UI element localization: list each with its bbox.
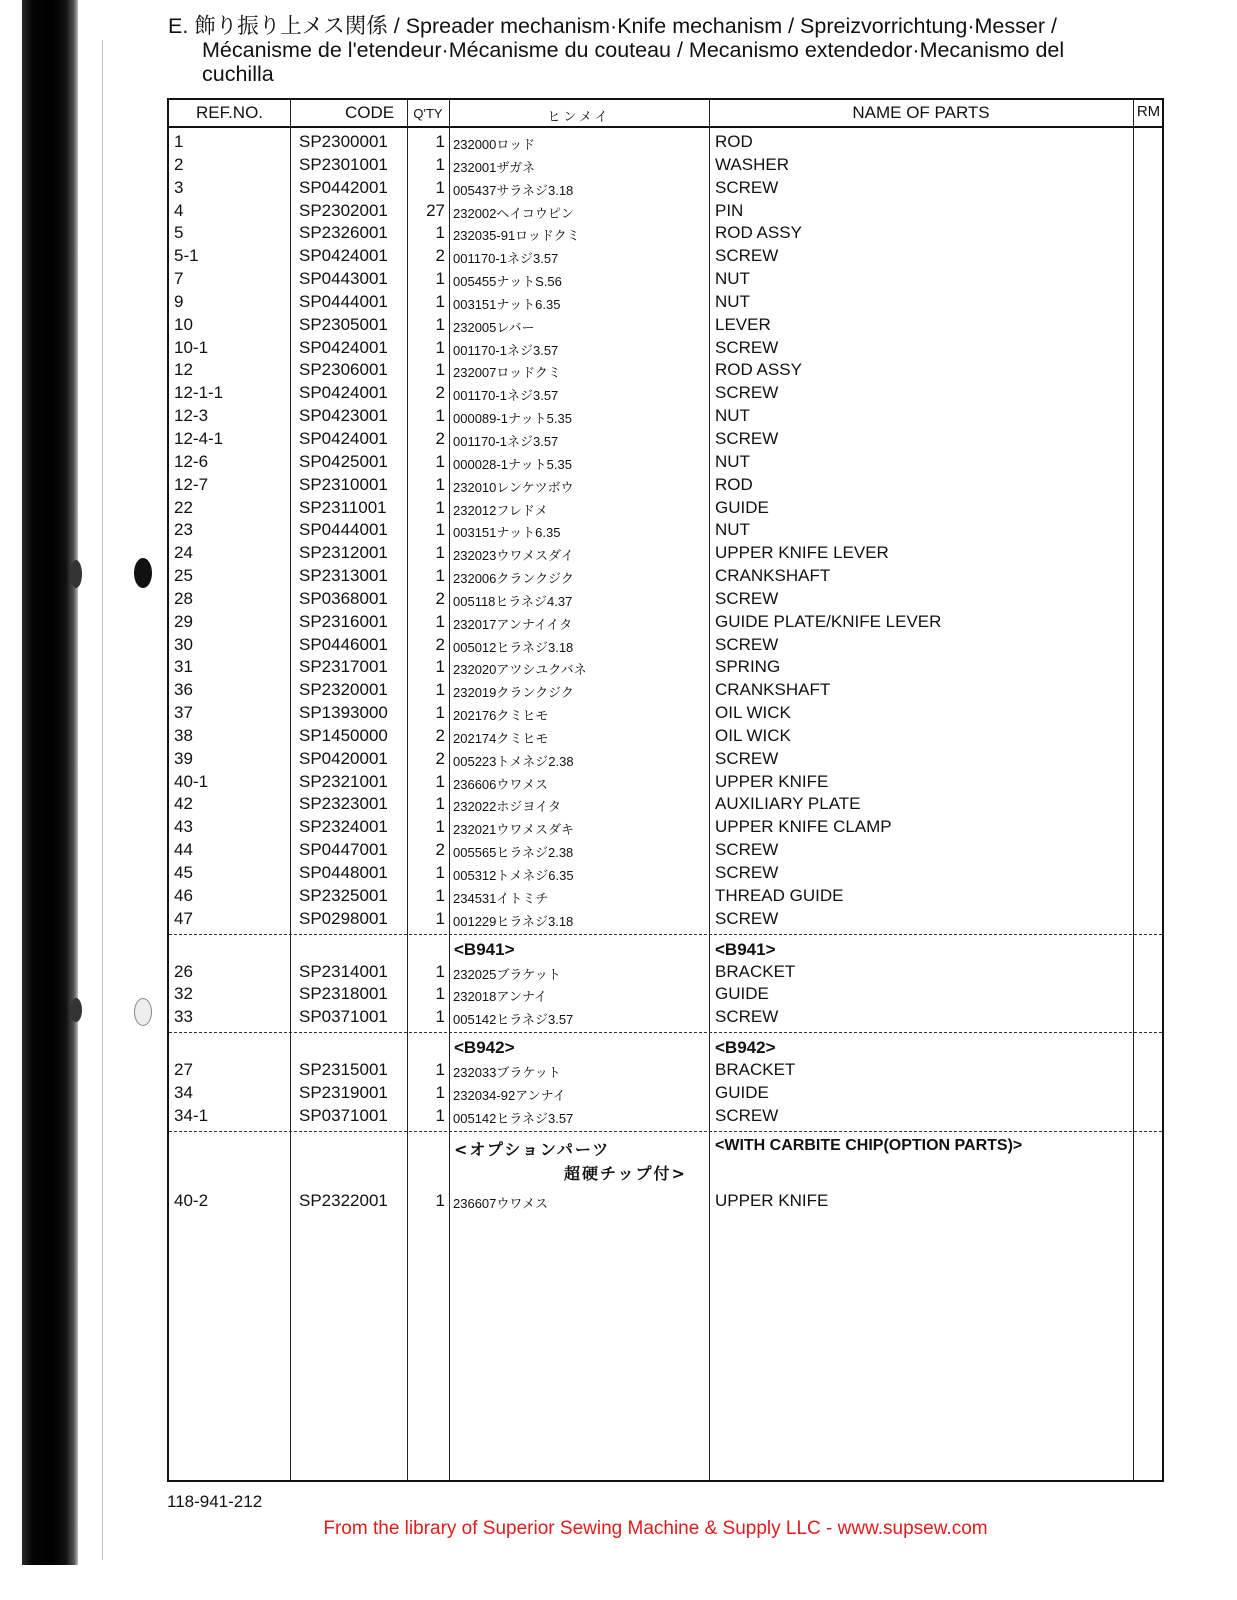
group-b942-kana-label: <B942> <box>454 1038 515 1058</box>
hinmei-cell: 001170-1ネジ3.57 <box>453 388 559 404</box>
hinmei-cell: 005118ヒラネジ4.37 <box>453 593 573 609</box>
hinmei-cell: 232001ザガネ <box>453 159 536 175</box>
binding-mark-top <box>70 560 82 588</box>
qty-cell: 1 <box>435 657 445 677</box>
hinmei-cell: 232010レンケツボウ <box>453 479 574 495</box>
qty-cell: 2 <box>435 725 445 745</box>
part-name-cell: NUT <box>715 269 750 289</box>
qty-cell: 1 <box>435 1060 445 1080</box>
qty-cell: 1 <box>435 771 445 791</box>
group-b942-rows <box>169 1058 1162 1127</box>
hinmei-cell: 000028-1ナット5.35 <box>453 456 572 472</box>
code-cell: SP2323001 <box>299 794 388 814</box>
qty-cell: 2 <box>435 748 445 768</box>
qty-cell: 1 <box>435 291 445 311</box>
part-name-cell: ROD <box>715 132 753 151</box>
table-row <box>169 1189 1162 1212</box>
code-cell: SP2314001 <box>299 961 388 981</box>
hinmei-cell: 232033ブラケット <box>453 1065 561 1081</box>
part-name-cell: SCREW <box>715 748 779 768</box>
table-row <box>169 701 1162 724</box>
hinmei-cell: 232035-91ロッドクミ <box>453 228 580 244</box>
code-cell: SP2302001 <box>299 200 388 220</box>
table-row <box>169 450 1162 473</box>
main-parts-list <box>169 130 1162 930</box>
ref-no-cell: 7 <box>174 269 184 289</box>
qty-cell: 1 <box>435 474 445 494</box>
qty-cell: 2 <box>435 428 445 448</box>
header-rm: RM <box>1136 103 1161 120</box>
table-row <box>169 747 1162 770</box>
code-cell: SP0446001 <box>299 634 388 654</box>
code-cell: SP2310001 <box>299 474 388 494</box>
code-cell: SP2315001 <box>299 1060 388 1080</box>
qty-cell: 1 <box>435 885 445 905</box>
table-row <box>169 518 1162 541</box>
table-row <box>169 678 1162 701</box>
part-name-cell: ROD <box>715 474 753 494</box>
ref-no-cell: 10 <box>174 314 193 334</box>
hinmei-cell: 232002ヘイコウピン <box>453 205 574 221</box>
table-row <box>169 587 1162 610</box>
header-qty: Q'TY <box>413 106 443 121</box>
header-hinmei: ヒンメイ <box>547 109 611 124</box>
code-cell: SP0420001 <box>299 748 388 768</box>
ref-no-cell: 42 <box>174 794 193 814</box>
option-kana-label-line-2: 超硬チップ付> <box>564 1163 687 1183</box>
part-name-cell: UPPER KNIFE CLAMP <box>715 817 892 837</box>
header-code: CODE <box>344 103 395 122</box>
code-cell: SP1393000 <box>299 703 388 723</box>
title-line-2: Mécanisme de l'etendeur·Mécanisme du couteau / Mecanismo extendedor·Mecanismo del <box>202 38 1065 62</box>
qty-cell: 2 <box>435 840 445 860</box>
code-cell: SP2300001 <box>299 132 388 151</box>
part-name-cell: SPRING <box>715 657 781 677</box>
ref-no-cell: 3 <box>174 177 184 197</box>
qty-cell: 1 <box>435 794 445 814</box>
qty-cell: 1 <box>435 961 445 981</box>
qty-cell: 1 <box>435 520 445 540</box>
part-name-cell: GUIDE PLATE/KNIFE LEVER <box>715 611 942 631</box>
hinmei-cell: 236607ウワメス <box>453 1195 548 1211</box>
part-name-cell: BRACKET <box>715 1060 796 1080</box>
qty-cell: 1 <box>435 566 445 586</box>
code-cell: SP2317001 <box>299 657 388 677</box>
ref-no-cell: 12-1-1 <box>174 383 224 403</box>
part-name-cell: SCREW <box>715 634 779 654</box>
hinmei-cell: 005565ヒラネジ2.38 <box>453 845 574 861</box>
code-cell: SP0425001 <box>299 451 388 471</box>
hinmei-cell: 001229ヒラネジ3.18 <box>453 913 574 929</box>
ref-no-cell: 37 <box>174 703 193 723</box>
part-name-cell: UPPER KNIFE LEVER <box>715 543 889 563</box>
ref-no-cell: 27 <box>174 1060 193 1080</box>
table-row <box>169 541 1162 564</box>
part-name-cell: OIL WICK <box>715 725 791 745</box>
table-row <box>169 610 1162 633</box>
table-row <box>169 724 1162 747</box>
table-row <box>169 244 1162 267</box>
table-row <box>169 290 1162 313</box>
ref-no-cell: 38 <box>174 725 193 745</box>
code-cell: SP0371001 <box>299 1007 388 1027</box>
qty-cell: 1 <box>435 984 445 1004</box>
ref-no-cell: 34 <box>174 1082 193 1102</box>
ref-no-cell: 28 <box>174 588 193 608</box>
part-name-cell: UPPER KNIFE <box>715 771 829 791</box>
code-cell: SP2305001 <box>299 314 388 334</box>
ref-no-cell: 47 <box>174 908 193 928</box>
qty-cell: 1 <box>435 337 445 357</box>
table-row <box>169 792 1162 815</box>
part-name-cell: SCREW <box>715 428 779 448</box>
table-row <box>169 130 1162 153</box>
hinmei-cell: 232017アンナイイタ <box>453 616 573 632</box>
part-name-cell: SCREW <box>715 1105 779 1125</box>
punch-hole-top <box>134 558 152 588</box>
table-row <box>169 815 1162 838</box>
group-b941-kana-label: <B941> <box>454 939 515 959</box>
code-cell: SP2316001 <box>299 611 388 631</box>
code-cell: SP2306001 <box>299 360 388 380</box>
table-row <box>169 564 1162 587</box>
qty-cell: 1 <box>435 177 445 197</box>
qty-cell: 1 <box>435 1190 445 1210</box>
part-name-cell: SCREW <box>715 246 779 266</box>
group-option-parts <box>169 1127 1162 1197</box>
part-name-cell: NUT <box>715 291 750 311</box>
code-cell: SP2324001 <box>299 817 388 837</box>
code-cell: SP2322001 <box>299 1190 388 1210</box>
table-row <box>169 982 1162 1005</box>
hinmei-cell: 234531イトミチ <box>453 890 549 906</box>
qty-cell: 1 <box>435 406 445 426</box>
ref-no-cell: 43 <box>174 817 193 837</box>
hinmei-cell: 001170-1ネジ3.57 <box>453 433 559 449</box>
ref-no-cell: 44 <box>174 840 193 860</box>
code-cell: SP0443001 <box>299 269 388 289</box>
hinmei-cell: 232006クランクジク <box>453 571 574 587</box>
table-row <box>169 1005 1162 1028</box>
code-cell: SP0424001 <box>299 383 388 403</box>
table-row <box>169 838 1162 861</box>
part-name-cell: WASHER <box>715 154 789 174</box>
part-name-cell: THREAD GUIDE <box>715 885 844 905</box>
hinmei-cell: 232005レバー <box>453 319 535 335</box>
table-row <box>169 404 1162 427</box>
hinmei-cell: 005312トメネジ6.35 <box>453 868 574 883</box>
hinmei-cell: 003151ナット6.35 <box>453 525 561 541</box>
qty-cell: 1 <box>435 360 445 380</box>
ref-no-cell: 23 <box>174 520 193 540</box>
hinmei-cell: 001170-1ネジ3.57 <box>453 342 559 358</box>
qty-cell: 2 <box>435 383 445 403</box>
part-name-cell: SCREW <box>715 863 779 882</box>
part-name-cell: SCREW <box>715 840 779 860</box>
code-cell: SP0298001 <box>299 908 388 928</box>
hinmei-cell: 005223トメネジ2.38 <box>453 753 574 769</box>
ref-no-cell: 45 <box>174 863 193 882</box>
hinmei-cell: 232018アンナイ <box>453 989 547 1005</box>
hinmei-cell: 232025ブラケット <box>453 966 561 982</box>
qty-cell: 1 <box>435 863 445 882</box>
table-row <box>169 381 1162 404</box>
qty-cell: 27 <box>426 200 445 220</box>
part-name-cell: ROD ASSY <box>715 223 802 243</box>
ref-no-cell: 25 <box>174 566 193 586</box>
part-name-cell: SCREW <box>715 383 779 403</box>
qty-cell: 1 <box>435 269 445 289</box>
ref-no-cell: 34-1 <box>174 1105 209 1125</box>
hinmei-cell: 232021ウワメスダキ <box>453 822 574 838</box>
option-name-label: <WITH CARBITE CHIP(OPTION PARTS)> <box>715 1136 1023 1154</box>
code-cell: SP0371001 <box>299 1105 388 1125</box>
code-cell: SP0423001 <box>299 406 388 426</box>
table-row <box>169 1058 1162 1081</box>
table-row <box>169 313 1162 336</box>
hinmei-cell: 005012ヒラネジ3.18 <box>453 639 574 655</box>
page-title <box>168 14 1178 86</box>
qty-cell: 1 <box>435 817 445 837</box>
qty-cell: 1 <box>435 1105 445 1125</box>
part-name-cell: OIL WICK <box>715 703 791 723</box>
part-name-cell: AUXILIARY PLATE <box>715 794 861 814</box>
dashed-separator <box>169 1131 1162 1132</box>
ref-no-cell: 1 <box>174 132 184 151</box>
qty-cell: 1 <box>435 223 445 243</box>
ref-no-cell: 22 <box>174 497 193 517</box>
qty-cell: 2 <box>435 634 445 654</box>
ref-no-cell: 33 <box>174 1007 193 1027</box>
code-cell: SP2312001 <box>299 543 388 563</box>
dashed-separator <box>169 934 1162 935</box>
part-name-cell: SCREW <box>715 588 779 608</box>
code-cell: SP0424001 <box>299 428 388 448</box>
scan-edge-line <box>102 40 103 1560</box>
code-cell: SP2301001 <box>299 154 388 174</box>
hinmei-cell: 202176クミヒモ <box>453 708 549 724</box>
ref-no-cell: 12-4-1 <box>174 428 224 448</box>
header-name-of-parts: NAME OF PARTS <box>852 103 990 122</box>
binding-mark-bottom <box>70 998 82 1022</box>
hinmei-cell: 232034-92アンナイ <box>453 1087 566 1103</box>
scan-binding-edge <box>22 0 78 1565</box>
code-cell: SP2311001 <box>299 497 387 517</box>
ref-no-cell: 32 <box>174 984 193 1004</box>
code-cell: SP0448001 <box>299 863 388 882</box>
hinmei-cell: 232000ロッド <box>453 137 536 152</box>
hinmei-cell: 003151ナット6.35 <box>453 296 561 312</box>
table-row <box>169 473 1162 496</box>
ref-no-cell: 40-2 <box>174 1190 209 1210</box>
qty-cell: 1 <box>435 451 445 471</box>
table-row <box>169 907 1162 930</box>
code-cell: SP0444001 <box>299 291 388 311</box>
part-name-cell: SCREW <box>715 337 779 357</box>
part-name-cell: GUIDE <box>715 1082 769 1102</box>
part-name-cell: SCREW <box>715 177 779 197</box>
code-cell: SP0424001 <box>299 337 388 357</box>
hinmei-cell: 005142ヒラネジ3.57 <box>453 1110 574 1126</box>
part-name-cell: GUIDE <box>715 984 769 1004</box>
hinmei-cell: 005455ナットS.56 <box>453 274 562 290</box>
title-line-1: E. 飾り振り上メス関係 / Spreader mechanism·Knife mechanism / Spreizvorrichtung·Messer / <box>168 14 1057 38</box>
ref-no-cell: 9 <box>174 291 184 311</box>
code-cell: SP0442001 <box>299 177 388 197</box>
ref-no-cell: 31 <box>174 657 193 677</box>
code-cell: SP2313001 <box>299 566 388 586</box>
part-name-cell: SCREW <box>715 1007 779 1027</box>
table-row <box>169 496 1162 519</box>
ref-no-cell: 40-1 <box>174 771 209 791</box>
table-row <box>169 884 1162 907</box>
hinmei-cell: 232019クランクジク <box>453 685 574 701</box>
ref-no-cell: 10-1 <box>174 337 209 357</box>
qty-cell: 1 <box>435 1007 445 1027</box>
ref-no-cell: 5-1 <box>174 246 199 266</box>
part-name-cell: LEVER <box>715 314 771 334</box>
ref-no-cell: 24 <box>174 543 193 563</box>
code-cell: SP0424001 <box>299 246 388 266</box>
code-cell: SP2319001 <box>299 1082 388 1102</box>
hinmei-cell: 232020アツシユクバネ <box>453 662 587 678</box>
table-row <box>169 176 1162 199</box>
part-name-cell: UPPER KNIFE <box>715 1190 829 1210</box>
qty-cell: 1 <box>435 132 445 151</box>
ref-no-cell: 2 <box>174 154 184 174</box>
part-name-cell: NUT <box>715 406 750 426</box>
part-name-cell: SCREW <box>715 908 779 928</box>
table-row <box>169 960 1162 983</box>
table-row <box>169 358 1162 381</box>
title-line-3: cuchilla <box>202 62 274 86</box>
parts-table <box>167 98 1164 1482</box>
table-row <box>169 861 1162 884</box>
qty-cell: 1 <box>435 154 445 174</box>
hinmei-cell: 236606ウワメス <box>453 776 548 792</box>
ref-no-cell: 12-3 <box>174 406 209 426</box>
code-cell: SP2320001 <box>299 680 388 700</box>
library-footer: From the library of Superior Sewing Machine & Supply LLC - www.supsew.com <box>323 1518 988 1539</box>
part-name-cell: CRANKSHAFT <box>715 566 831 586</box>
qty-cell: 1 <box>435 611 445 631</box>
ref-no-cell: 39 <box>174 748 193 768</box>
qty-cell: 1 <box>435 314 445 334</box>
hinmei-cell: 005437サラネジ3.18 <box>453 182 574 198</box>
table-row <box>169 770 1162 793</box>
table-row <box>169 221 1162 244</box>
part-name-cell: NUT <box>715 520 750 540</box>
hinmei-cell: 232012フレドメ <box>453 502 548 518</box>
table-row <box>169 336 1162 359</box>
part-name-cell: NUT <box>715 451 750 471</box>
page-number: 118-941-212 <box>167 1492 263 1511</box>
part-name-cell: ROD ASSY <box>715 360 802 380</box>
code-cell: SP0447001 <box>299 840 388 860</box>
qty-cell: 1 <box>435 703 445 723</box>
header-ref-no: REF.NO. <box>195 103 264 122</box>
code-cell: SP0444001 <box>299 520 388 540</box>
ref-no-cell: 29 <box>174 611 193 631</box>
hinmei-cell: 000089-1ナット5.35 <box>453 411 572 427</box>
part-name-cell: PIN <box>715 200 744 220</box>
group-b941-name-label: <B941> <box>715 939 776 959</box>
ref-no-cell: 12-6 <box>174 451 209 471</box>
ref-no-cell: 5 <box>174 223 184 243</box>
group-option-rows <box>169 1189 1162 1212</box>
hinmei-cell: 232022ホジヨイタ <box>453 799 561 815</box>
table-row <box>169 427 1162 450</box>
table-row <box>169 1081 1162 1104</box>
qty-cell: 1 <box>435 908 445 928</box>
table-body <box>169 130 1162 1211</box>
code-cell: SP2325001 <box>299 885 388 905</box>
table-row <box>169 267 1162 290</box>
ref-no-cell: 30 <box>174 634 193 654</box>
part-name-cell: CRANKSHAFT <box>715 680 831 700</box>
qty-cell: 1 <box>435 680 445 700</box>
ref-no-cell: 26 <box>174 961 193 981</box>
part-name-cell: BRACKET <box>715 961 796 981</box>
ref-no-cell: 46 <box>174 885 193 905</box>
hinmei-cell: 232023ウワメスダイ <box>453 548 574 564</box>
table-row <box>169 199 1162 222</box>
code-cell: SP2321001 <box>299 771 388 791</box>
hinmei-cell: 232007ロッドクミ <box>453 365 561 381</box>
qty-cell: 1 <box>435 1082 445 1102</box>
dashed-separator <box>169 1032 1162 1033</box>
ref-no-cell: 12-7 <box>174 474 209 494</box>
qty-cell: 2 <box>435 246 445 266</box>
table-row <box>169 633 1162 656</box>
ref-no-cell: 12 <box>174 360 193 380</box>
group-b941-rows <box>169 960 1162 1029</box>
table-row <box>169 153 1162 176</box>
part-name-cell: GUIDE <box>715 497 769 517</box>
table-row <box>169 1104 1162 1127</box>
code-cell: SP1450000 <box>299 725 388 745</box>
ref-no-cell: 4 <box>174 200 184 220</box>
ref-no-cell: 36 <box>174 680 193 700</box>
qty-cell: 1 <box>435 543 445 563</box>
code-cell: SP2318001 <box>299 984 388 1004</box>
hinmei-cell: 202174クミヒモ <box>453 730 549 746</box>
table-row <box>169 655 1162 678</box>
hinmei-cell: 005142ヒラネジ3.57 <box>453 1012 574 1028</box>
punch-hole-bottom <box>134 998 152 1026</box>
table-header <box>169 100 1162 128</box>
qty-cell: 1 <box>435 497 445 517</box>
group-b942-name-label: <B942> <box>715 1038 776 1058</box>
qty-cell: 2 <box>435 588 445 608</box>
code-cell: SP0368001 <box>299 588 388 608</box>
code-cell: SP2326001 <box>299 223 388 243</box>
hinmei-cell: 001170-1ネジ3.57 <box>453 251 559 267</box>
option-kana-label-line-1: <オプションパーツ <box>454 1139 611 1159</box>
